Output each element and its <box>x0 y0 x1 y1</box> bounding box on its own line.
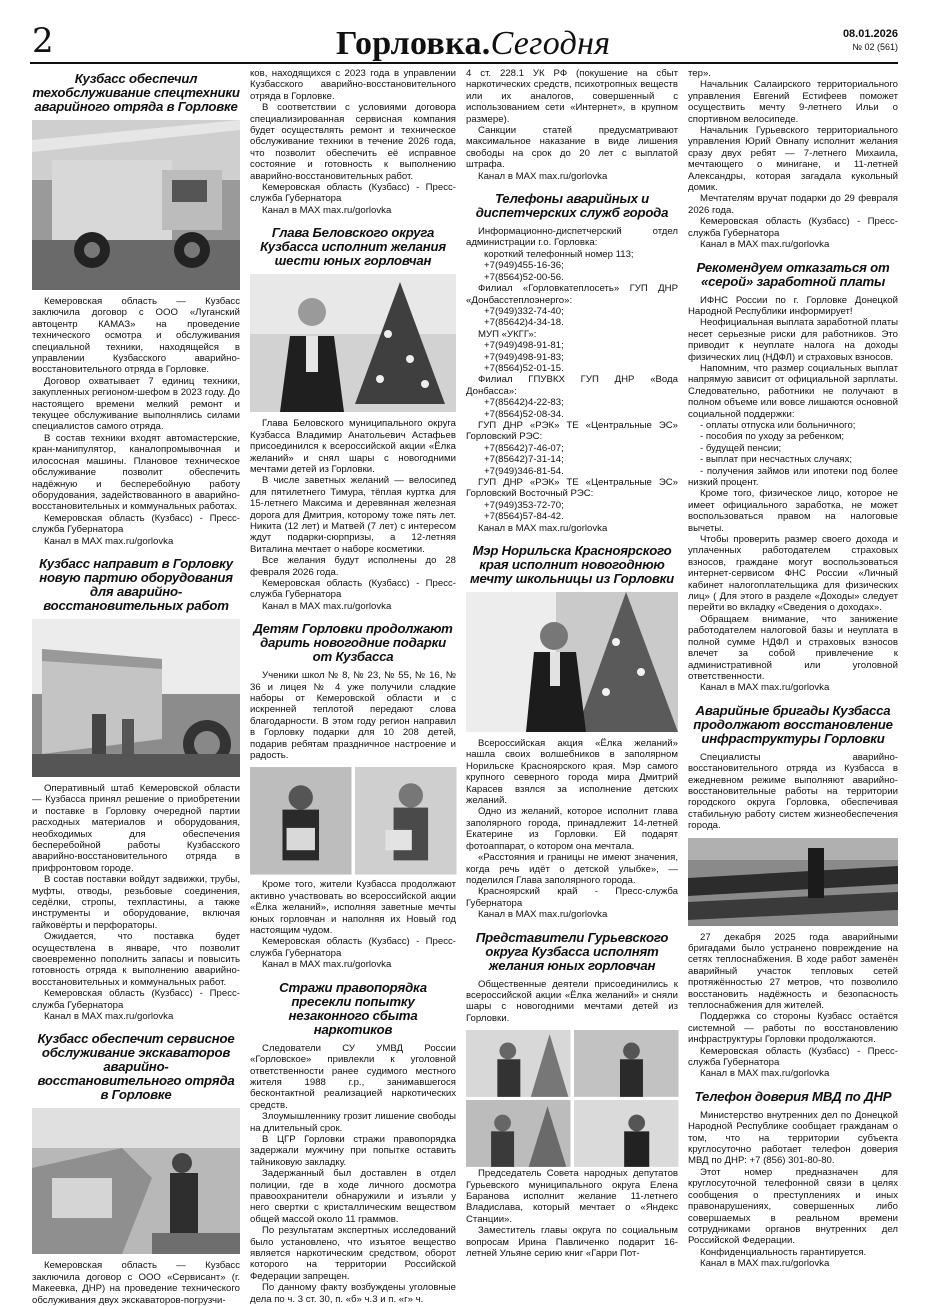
paragraph: В соответствии с условиями договора специализированная сервисная компания будет осуществлять ремонт и техническое обслуживание техники в течение 2026 года, что позволит обеспечить её исправное состояние и готовность к выполнению аварийно-восстановительных работ. <box>250 102 456 182</box>
photo-collage-officials <box>466 1030 678 1162</box>
paragraph: Кроме того, жители Кузбасса продолжают активно участвовать во всероссийской акции «Ёлка желаний», исполняя заветные мечты юных горловчан и наполняя их Новый год настоящим чудом. <box>250 879 456 937</box>
channel-link: Канал в MAX max.ru/gorlovka <box>478 522 608 534</box>
list-item: - получения займов или ипотеки под более низкий процент. <box>688 465 898 488</box>
paragraph: Напомним, что размер социальных выплат напрямую зависит от официальной зарплаты. Следовательно, работники не получают в полном объеме или вовсе лишаются основной социальной поддержки: <box>688 362 898 420</box>
paragraph: Следователи СУ УМВД России «Горловское» привлекли к уголовной ответственности ранее судимого местного жителя 1988 г.р., занимавшегося бесконтактной реализацией наркотических средств. <box>250 1042 456 1111</box>
channel-link: Канал в MAX max.ru/gorlovka <box>262 600 392 612</box>
paragraph: Всероссийская акция «Ёлка желаний» нашла своих волшебников в заполярном Норильске Красноярского края. Мэр самого крупного северного города мира Дмитрий Карасев взялся за исполнение детских желаний. <box>466 738 678 807</box>
paragraph: Конфиденциальность гарантируется. <box>700 1246 867 1258</box>
list-item: +7(8564)52-00-56. <box>484 271 564 283</box>
list-item: +7(85642)4-22-83; <box>484 397 564 409</box>
phone-list <box>466 226 678 534</box>
source-credit: Кемеровская область (Кузбасс) - Пресс-служба Губернатора <box>32 512 240 536</box>
channel-link: Канал в MAX max.ru/gorlovka <box>700 682 830 694</box>
article-title: Телефон доверия МВД по ДНР <box>694 1088 892 1104</box>
list-item: - выплат при несчастных случаях; <box>700 454 853 466</box>
paragraph: Задержанный был доставлен в отдел полиции, где в ходе личного досмотра правоохранители обнаружили и изъяли у него свертки с кристаллическим веществом общей массой около 11 граммов. <box>250 1168 456 1225</box>
paragraph: В ЦГР Горловки стражи правопорядка задержали мужчину при попытке оставить тайниковую закладку. <box>250 1133 456 1168</box>
list-item: - пособия по уходу за ребенком; <box>700 431 845 443</box>
article-title: Глава Беловского округа Кузбасса исполнит желания шести юных горловчан <box>260 225 446 269</box>
source-credit: Кемеровская область (Кузбасс) - Пресс-служба Губернатора <box>688 1045 898 1069</box>
article-title: Кузбасс направит в Горловку новую партию оборудования для аварийно-восстановительных работ <box>39 555 233 613</box>
paragraph: Чтобы проверить размер своего дохода и уплаченных работодателем страховых взносов, граждане могут воспользоваться интернет-сервисом ФНС России «Личный кабинет налогоплательщика для физических лиц» ( Для этого в разделе «Доходы» следует перейти во вкладку «Сведения о доходах». <box>688 534 898 614</box>
paragraph: Одно из желаний, которое исполнит глава заполярного города, принадлежит 14-летней Екатерине из Горловки. Ей подарят фотоаппарат, о котором она мечтала. <box>466 806 678 852</box>
article-title: Кузбасс обеспечил техобслуживание спецтехники аварийного отряда в Горловке <box>32 71 240 114</box>
article-title: Кузбасс обеспечит сервисное обслуживание экскаваторов аварийно-восстановительного отряда в Горловке <box>37 1031 235 1103</box>
channel-link: Канал в MAX max.ru/gorlovka <box>44 535 174 547</box>
paragraph: 27 декабря 2025 года аварийными бригадами было устранено повреждение на сетях теплоснабжения. В ходе работ заменён аварийный участок тепловых сетей протяжённостью 27 метров, что позволило восстановить надёжность и безопасность теплоснабжения для жителей. <box>688 931 898 1011</box>
paragraph: Кроме того, физическое лицо, которое не имеет официального заработка, не может воспользоваться правом на налоговые вычеты. <box>688 488 898 534</box>
list-item: +7(8564)52-08-34. <box>484 408 564 420</box>
paragraph: Обращаем внимание, что занижение работодателем налоговой базы и неуплата в полной сумме НДФЛ и страховых взносов влечет за собой привлечение к административной или уголовной ответственности. <box>688 613 898 682</box>
channel-link: Канал в MAX max.ru/gorlovka <box>700 1258 830 1270</box>
list-item: +7(85642)7-46-07; <box>484 442 564 454</box>
paragraph: В числе заветных желаний — велосипед для пятилетнего Тимура, тёплая куртка для 15-летнего Максима и деревянная железная дорога для Дмитрия, которому тоже пять лет. Никита (12 лет) и Матвей (7 лет) с интересом ждут подарки-сюрпризы, а 12-летняя Виталина мечтает о наборе косметики. <box>250 475 456 555</box>
paragraph: В состав поставки войдут задвижки, трубы, муфты, отводы, резьбовые соединения, седёлки, стропы, техпластины, а также инструменты и оборудование, включая гайковёрты и перфораторы. <box>32 874 240 931</box>
paragraph: По результатам экспертных исследований было установлено, что изъятое вещество является наркотическим средством, оборот которого на территории Российской Федерации запрещен. <box>250 1225 456 1282</box>
paragraph: Мечтателям вручат подарки до 29 февраля 2026 года. <box>688 193 898 216</box>
list-item: ГУП ДНР «РЭК» ТЕ «Центральные ЭС» Горловский РЭС: <box>466 419 678 443</box>
paragraph: Этот номер предназначен для круглосуточной телефонной связи в целях сообщения о преступлениях и иных правонарушениях, совершенных либо совершаемых в реальном времени сотрудниками органов внутренних дел Российской Федерации. <box>688 1166 898 1247</box>
issue-number: № 02 (561) <box>852 42 898 52</box>
photo-dump-truck <box>32 120 240 290</box>
paragraph: Кемеровская область — Кузбасс заключила договор с ООО «Сервисант» (г. Макеевка, ДНР) на проведение технического обслуживания двух экскаваторов-погрузчи- <box>32 1260 240 1306</box>
list-item: Филиал «Горловкатеплосеть» ГУП ДНР «Донбасстеплоэнерго»: <box>466 283 678 306</box>
photo-excavator-service <box>32 1108 240 1254</box>
paragraph: Злоумышленнику грозит лишение свободы на длительный срок. <box>250 1111 456 1134</box>
list-item: +7(949)353-72-70; <box>484 499 564 511</box>
paragraph: Общественные деятели присоединились к всероссийской акции «Ёлка желаний» и сняли шары с новогодними мечтами детей из Горловки. <box>466 978 678 1024</box>
title-main: Горловка. <box>336 25 491 62</box>
column-2 <box>250 68 456 1305</box>
header-rule <box>30 62 898 64</box>
photo-pipes-truck <box>32 619 240 777</box>
list-item: +7(85642)7-31-14; <box>484 454 564 466</box>
paragraph: Ученики школ № 8, № 23, № 55, № 16, № 36 и лицея № 4 уже получили сладкие наборы от Кемеровской области и с искренней теплотой передают слова благодарности. В этом году регион направил в Горловку подарки для 10 208 детей, подарив ребятам праздничное настроение и радость. <box>250 670 456 762</box>
paragraph: Заместитель главы округа по социальным вопросам Ирина Павличенко подарит 16-летней Ульяне серию книг «Гарри Пот- <box>466 1225 678 1259</box>
list-item: МУП «УКГГ»: <box>478 328 537 340</box>
article-title: Аварийные бригады Кузбасса продолжают восстановление инфраструктуры Горловки <box>693 702 893 746</box>
paragraph: Специалисты аварийно-восстановительного отряда из Кузбасса в ежедневном режиме выполняют аварийно-восстановительные работы на территории городского округа Горловка, обеспечивая стабильную работу систем жизнеобеспечения города. <box>688 751 898 832</box>
column-1 <box>32 68 240 1306</box>
source-credit: Красноярский край - Пресс-служба Губернатора <box>466 886 678 909</box>
channel-link: Канал в MAX max.ru/gorlovka <box>700 1068 830 1080</box>
article-title: Детям Горловки продолжают дарить новогодние подарки от Кузбасса <box>253 621 453 665</box>
source-credit: Кемеровская область (Кузбасс) - Пресс-служба Губернатора <box>250 577 456 601</box>
paragraph: Глава Беловского муниципального округа Кузбасса Владимир Анатольевич Астафьев присоединился к всероссийской акции «Ёлка желаний» и снял шары с новогодними мечтами детей из Горловки. <box>250 418 456 475</box>
photo-mayor-christmas-tree <box>466 592 678 732</box>
article-title: Стражи правопорядка пресекли попытку незаконного сбыта наркотиков <box>279 979 427 1037</box>
source-credit: Кемеровская область (Кузбасс) - Пресс-служба Губернатора <box>688 216 898 239</box>
paragraph: Неофициальная выплата заработной платы несет серьезные риски для работников. Это приводит к неуплате налога на доходы физических лиц (НДФЛ) и страховых взносов. <box>688 317 898 363</box>
paragraph: Начальник Салаирского территориального управления Евгений Естифеев поможет осуществить мечту 9-летнего Ильи о спортивном велосипеде. <box>688 79 898 125</box>
title-sub: Сегодня <box>490 25 611 62</box>
photo-official-christmas-tree <box>250 274 456 412</box>
list-item: ГУП ДНР «РЭК» ТЕ «Центральные ЭС» Горловский Восточный РЭС: <box>466 477 678 500</box>
paragraph: ИФНС России по г. Горловке Донецкой Народной Республики информирует! <box>688 294 898 317</box>
article-title: Телефоны аварийных и диспетчерских служб города <box>475 191 669 221</box>
paragraph: Министерство внутренних дел по Донецкой Народной Республике сообщает гражданам о том, что на территории субъекта круглосуточно работает телефон доверия МВД по ДНР: +7 (856) 301-80-80. <box>688 1109 898 1167</box>
article-title: Представители Гурьевского округа Кузбасса исполнят желания юных горловчан <box>475 929 669 973</box>
paragraph: Председатель Совета народных депутатов Гурьевского муниципального округа Елена Баранова исполнит желание 11-летнего Владислава, который мечтает о «Яндекс Станции». <box>466 1168 678 1225</box>
masthead <box>0 0 928 66</box>
paragraph: Оперативный штаб Кемеровской области — Кузбасса принял решение о приобретении и поставке в Горловку очередной партии расходных материалов и оборудования, необходимых для обеспечения бесперебойной работы Кузбасского аварийно-восстановительного отряда в прифронтовом городе. <box>32 782 240 874</box>
list-item: +7(949)455-16-36; <box>484 260 564 272</box>
paragraph: «Расстояния и границы не имеют значения, когда речь идёт о детской улыбке», — поделился Глава заполярного города. <box>466 852 678 886</box>
channel-link: Канал в MAX max.ru/gorlovka <box>700 239 830 251</box>
list-item: +7(8564)57-84-42. <box>484 511 564 523</box>
paragraph: 4 ст. 228.1 УК РФ (покушение на сбыт наркотических средств, психотропных веществ или их аналогов, совершенный с использованием сети «Интернет», в крупном размере). <box>466 68 678 125</box>
list-item: +7(85642)4-34-18. <box>484 317 564 329</box>
list-item: +7(949)346-81-54. <box>484 465 564 477</box>
paragraph: Начальник Гурьевского территориального управления Юрий Овнапу исполнит желания сразу двух ребят — 7-летнего Михаила, мечтающего о минигане, и 11-летней Александры, которая загадала кукольный домик. <box>688 125 898 194</box>
page-number: 2 <box>32 21 54 61</box>
paragraph: По данному факту возбуждены уголовные дела по ч. 3 ст. 30, п. «б» ч.3 и п. «г» ч. <box>250 1282 456 1305</box>
channel-link: Канал в MAX max.ru/gorlovka <box>478 909 608 921</box>
issue-date: 08.01.2026 <box>842 28 898 40</box>
list-item: +7(949)498-91-81; <box>484 340 564 352</box>
paragraph: Все желания будут исполнены до 28 февраля 2026 года. <box>250 555 456 578</box>
list-item: Филиал ГПУВКХ ГУП ДНР «Вода Донбасса»: <box>466 374 678 397</box>
list-item: короткий телефонный номер 113; <box>484 248 634 260</box>
photo-children-gifts <box>250 767 456 873</box>
channel-link: Канал в MAX max.ru/gorlovka <box>44 1011 174 1023</box>
source-credit: Кемеровская область (Кузбасс) - Пресс-служба Губернатора <box>32 988 240 1011</box>
list-item: - оплаты отпуска или больничного; <box>700 419 856 431</box>
channel-link: Канал в MAX max.ru/gorlovka <box>262 959 392 971</box>
channel-link: Канал в MAX max.ru/gorlovka <box>478 170 608 182</box>
paragraph: Поддержка со стороны Кузбасс остаётся системной — работы по восстановлению инфраструктуры Горловки продолжаются. <box>688 1011 898 1046</box>
column-4 <box>688 68 898 1280</box>
paragraph: Кемеровская область — Кузбасс заключила договор с ООО «Луганский автоцентр КАМАЗ» на проведение технического осмотра и обслуживания специальной техники, находящейся в управлении Кузбасского аварийно-восстановительного отряда в Горловке. <box>32 296 240 376</box>
column-3 <box>466 68 678 1280</box>
article-title: Мэр Норильска Красноярского края исполнит новогоднюю мечту школьницы из Горловки <box>469 543 675 587</box>
paragraph: Ожидается, что поставка будет осуществлена в январе, что позволит своевременно пополнить запасы и повысить готовность отряда к выполнению аварийно-восстановительных и коммунальных работ. <box>32 931 240 988</box>
paragraph: Санкции статей предусматривают максимальное наказание в виде лишения свободы на срок до 20 лет с выплатой штрафа. <box>466 125 678 171</box>
paragraph: тер». <box>688 68 711 79</box>
list-item: +7(949)498-91-83; <box>484 351 564 363</box>
article-title: Рекомендуем отказаться от «серой» заработной платы <box>696 259 890 289</box>
photo-pipe-repair <box>688 838 898 926</box>
list-item: Информационно-диспетчерский отдел администрации г.о. Горловка: <box>466 226 678 249</box>
paragraph: В состав техники входят автомастерские, кран-манипулятор, каналопромывочная и илососная машины. Плановое техническое обслуживание позволит обеспечить надёжную и бесперебойную работу оборудования, задействованного в аварийно-восстановительных и коммунальных работах. <box>32 432 240 513</box>
channel-link: Канал в MAX max.ru/gorlovka <box>262 204 392 216</box>
list-item: +7(949)332-74-40; <box>484 305 564 317</box>
newspaper-title <box>336 26 610 62</box>
source-credit: Кемеровская область (Кузбасс) - Пресс-служба Губернатора <box>250 182 456 205</box>
list-item: - будущей пенсии; <box>700 442 782 454</box>
source-credit: Кемеровская область (Кузбасс) - Пресс-служба Губернатора <box>250 936 456 959</box>
paragraph: ков, находящихся с 2023 года в управлении Кузбасского аварийно-восстановительного отряда в Горловке. <box>250 68 456 102</box>
list-item: +7(8564)52-01-15. <box>484 362 564 374</box>
paragraph: Договор охватывает 7 единиц техники, закупленных регионом-шефом в 2023 году. До настоящего времени мелкий ремонт и текущее обслуживание выполнялись силами специалистов самого отряда. <box>32 375 240 433</box>
